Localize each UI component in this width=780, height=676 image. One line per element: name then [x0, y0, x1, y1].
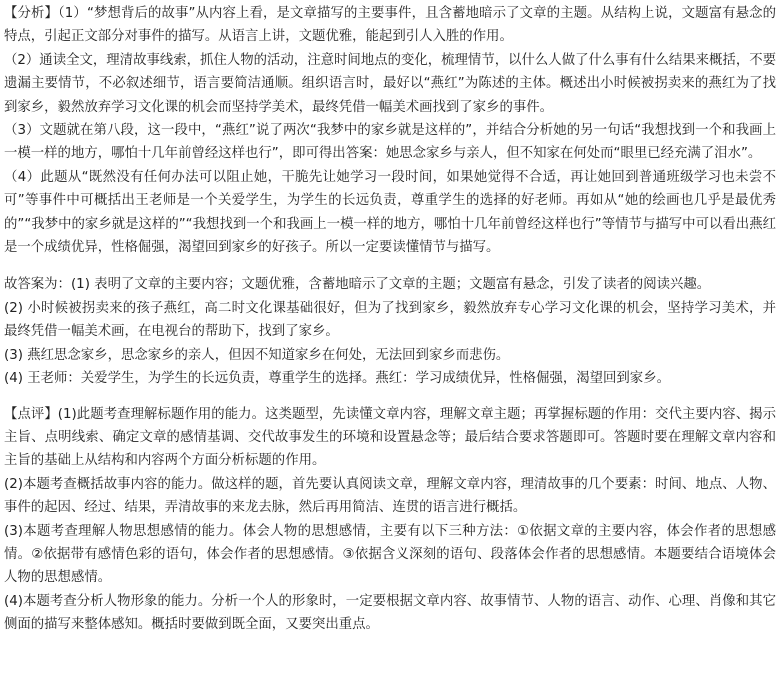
section-spacer [4, 259, 776, 273]
analysis-paragraph-4: （4）此题从“既然没有任何办法可以阻止她，干脆先让她学习一段时间，如果她觉得不合适，再让她回到普通班级学习也未尝不可”等事件中可概括出王老师是一个关爱学生，为学生的长远负责，尊重学生的选择的好老师。再如从“她的绘画也几乎是最优秀的”“我梦中的家乡就是这样的”“我想找到一个和我画上一模一样的地方，哪怕十几年前曾经这样也行”等情节与描写中可以看出燕红是一个成绩优异，性格倔强，渴望回到家乡的好孩子。所以一定要读懂情节与描写。 [4, 169, 776, 256]
analysis-section [4, 2, 776, 259]
comment-paragraph-4: (4)本题考查分析人物形象的能力。分析一个人的形象时，一定要根据文章内容、故事情节、人物的语言、动作、心理、肖像和其它侧面的描写来整体感知。概括时要做到既全面，又要突出重点。 [4, 593, 776, 633]
comment-paragraph-1: 【点评】(1)此题考查理解标题作用的能力。这类题型，先读懂文章内容，理解文章主题；再掌握标题的作用：交代主要内容、揭示主旨、点明线索、确定文章的感情基调、交代故事发生的环境和设置悬念等；最后结合要求答题即可。答题时要在理解文章内容和主旨的基础上从结构和内容两个方面分析标题的作用。 [4, 406, 776, 469]
comment-section [4, 403, 776, 637]
analysis-paragraph-2: （2）通读全文，理清故事线索，抓住人物的活动，注意时间地点的变化，梳理情节，以什么人做了什么事有什么结果来概括，不要遗漏主要情节，不必叙述细节，语言要简洁通顺。组织语言时，最好以“燕红”为陈述的主体。概述出小时候被拐卖来的燕红为了找到家乡，毅然放弃学习文化课的机会而坚持学美术，最终凭借一幅美术画找到了家乡的事件。 [4, 52, 776, 115]
section-spacer [4, 391, 776, 403]
answer-line-1: 故答案为：(1) 表明了文章的主要内容；文题优雅，含蓄地暗示了文章的主题；文题富有悬念，引发了读者的阅读兴趣。 [4, 277, 711, 293]
answer-line-4: (4) 王老师：关爱学生，为学生的长远负责，尊重学生的选择。燕红：学习成绩优异，性格倔强，渴望回到家乡。 [4, 371, 670, 387]
comment-paragraph-3: (3)本题考查理解人物思想感情的能力。体会人物的思想感情，主要有以下三种方法：①依据文章的主要内容，体会作者的思想感情。②依据带有感情色彩的语句，体会作者的思想感情。③依据含义深刻的语句、段落体会作者的思想感情。本题要结合语境体会人物的思想感情。 [4, 523, 776, 586]
answer-line-2: (2) 小时候被拐卖来的孩子燕红，高二时文化课基础很好，但为了找到家乡，毅然放弃专心学习文化课的机会，坚持学习美术，并最终凭借一幅美术画，在电视台的帮助下，找到了家乡。 [4, 300, 776, 340]
comment-paragraph-2: (2)本题考查概括故事内容的能力。做这样的题，首先要认真阅读文章，理解文章内容，理清故事的几个要素：时间、地点、人物、事件的起因、经过、结果，弄清故事的来龙去脉，然后再用简洁、连贯的语言进行概括。 [4, 476, 776, 516]
analysis-paragraph-1: 【分析】（1）“梦想背后的故事”从内容上看，是文章描写的主要事件，且含蓄地暗示了文章的主题。从结构上说，文题富有悬念的特点，引起正文部分对事件的描写。从语言上讲，文题优雅，能起到引人入胜的作用。 [4, 6, 776, 45]
answer-line-3: (3) 燕红思念家乡，思念家乡的亲人，但因不知道家乡在何处，无法回到家乡而悲伤。 [4, 347, 510, 363]
answer-section [4, 273, 776, 390]
analysis-paragraph-3: （3）文题就在第八段，这一段中，“燕红”说了两次“我梦中的家乡就是这样的”，并结合分析她的另一句话“我想找到一个和我画上一模一样的地方，哪怕十几年前曾经这样也行”，即可得出答案：她思念家乡与亲人，但不知家在何处而“眼里已经充满了泪水”。 [4, 123, 776, 162]
